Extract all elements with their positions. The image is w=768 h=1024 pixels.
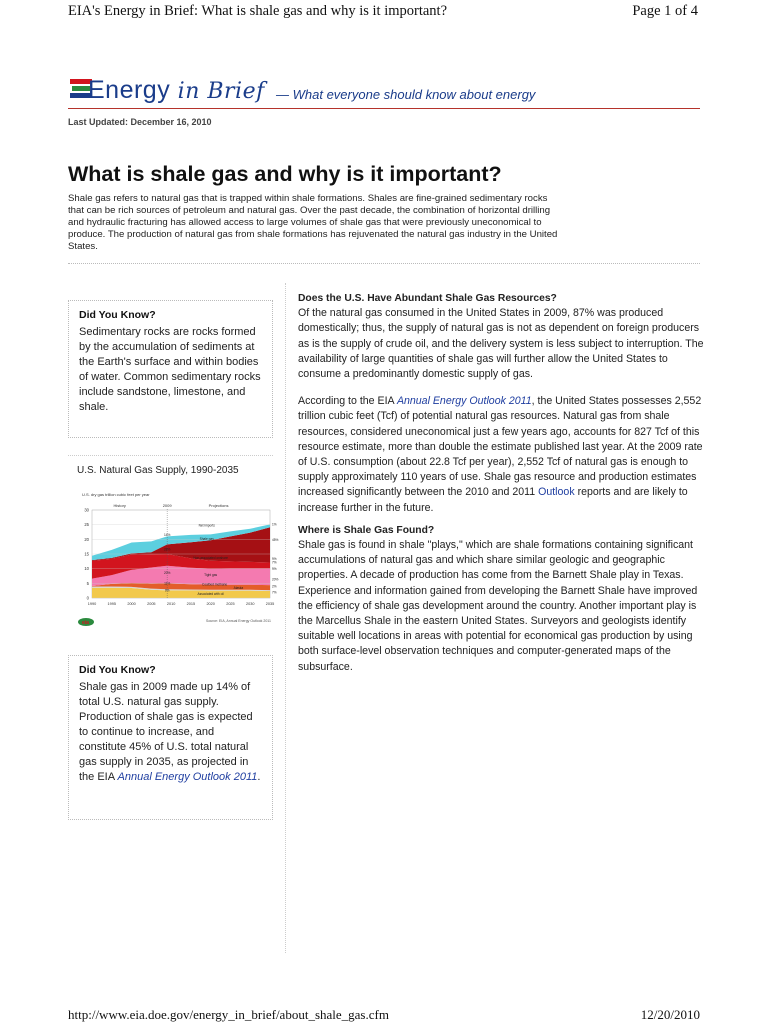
intro-paragraph: Shale gas refers to natural gas that is trapped within shale formations. Shales are fine-grained sedimentary rocks that can be rich sources of petroleum and natural gas. Over the past decade, the combination of horizontal drilling and hydraulic fracturing has allowed access to large volumes of shale gas that were previously uneconomical to produce. The production of natural gas from shale formations has rejuvenated the natural gas industry in the United States. [68, 193, 558, 252]
y-tick-label-5: 25 [84, 522, 89, 528]
y-tick-label-4: 20 [84, 536, 89, 542]
chart-annotation-12: Tight gas [204, 573, 218, 577]
chart-annotation-14: Associated with oil [197, 591, 224, 596]
section2-heading: Where is Shale Gas Found? [298, 524, 435, 536]
page-title: What is shale gas and why is it important? [68, 162, 502, 186]
section1-p2-mid: , the United States possesses 2,552 trillion cubic feet (Tcf) of potential natural gas resources. Natural gas from shale resources, considered uneconomical just a few years ago, accounts for 827 Tcf of this resource estimate, more than double the estimate published last year. At the 2009 rate of U.S. consumption (about 22.8 Tcf per year), 2,552 Tcf of natural gas is enough to supply approximately 110 years of use. Shale gas resource and production estimates increased significantly between the 2010 and 2011 [298, 395, 703, 499]
x-tick-label-5: 2015 [186, 602, 196, 606]
chart-annotation-3: 7% [272, 560, 277, 565]
chart-annotation-9: Net imports [198, 523, 215, 528]
box2-text-before: Shale gas in 2009 made up 14% of total U.S. natural gas supply. Production of shale gas is expected to continue to increase, and constitute 45% of U.S. total natural gas supply in 2035, as projected in the EIA [79, 681, 253, 783]
svg-text:eia: eia [82, 620, 89, 626]
chart-annotation-13: Coalbed methane [202, 582, 228, 587]
chart-divider [68, 455, 273, 456]
x-tick-label-6: 2020 [206, 602, 215, 606]
did-you-know-box-1 [68, 300, 273, 438]
box2-text-after: . [257, 771, 261, 783]
main-column [298, 291, 708, 675]
chart-annotation-4: 9% [272, 567, 277, 572]
page-indicator: Page 1 of 4 [632, 3, 698, 19]
x-tick-label-0: 1990 [87, 602, 97, 606]
chart-annotation-18: 11% [164, 581, 171, 586]
region-label-1: 2009 [162, 503, 172, 508]
section2-paragraph1: Shale gas is found in shale "plays," which are shale formations containing significant accumulations of natural gas and which share similar geologic and geographic properties. A decade of production has come from the Barnett Shale play in Texas. Experience and information gained from developing the Barnett Shale have improved the efficiency of shale gas development around the country. Another important play is the Marcellus Shale in the eastern United States. Surveyors and geologists identify suitable well locations in areas with potential for economical gas production by using both surface-level observation techniques and computer-generated maps of the subsurface. [298, 539, 698, 673]
chart-source: Source: EIA, Annual Energy Outlook 2011 [206, 619, 271, 623]
chart-annotation-8: Alaska [233, 586, 244, 591]
column-divider [285, 283, 286, 953]
eia-chart-logo-icon [78, 618, 94, 626]
box2-heading: Did You Know? [79, 664, 156, 676]
chart-annotation-19: 9% [164, 588, 170, 593]
footer-date: 12/20/2010 [640, 1007, 700, 1022]
box1-text: Sedimentary rocks are rocks formed by the accumulation of sediments at the Earth's surface and within bodies of water. Common sedimentary rocks include sandstone, limestone, and shale. [79, 326, 261, 413]
document-title: EIA's Energy in Brief: What is shale gas and why is it important? [68, 3, 448, 19]
natural-gas-supply-chart [74, 488, 284, 630]
chart-annotation-0: 1% [272, 522, 277, 527]
y-tick-label-0: 0 [86, 595, 89, 601]
region-label-2: Projections [208, 503, 229, 508]
y-tick-label-6: 30 [84, 507, 89, 513]
chart-annotation-5: 20% [272, 577, 279, 582]
chart-annotation-2: 9% [272, 556, 277, 561]
logo-energy: Energy [88, 76, 171, 104]
logo-tagline: — What everyone should know about energy [276, 87, 536, 102]
chart-annotation-7: 7% [272, 590, 277, 595]
chart-annotation-10: Shale gas [199, 536, 214, 541]
last-updated: Last Updated: December 16, 2010 [68, 117, 212, 127]
x-tick-label-2: 2000 [127, 602, 136, 606]
chart-annotation-1: 45% [272, 537, 279, 542]
chart-annotation-16: 28% [163, 547, 171, 552]
y-tick-label-3: 15 [84, 551, 89, 557]
section1-heading: Does the U.S. Have Abundant Shale Gas Resources? [298, 293, 557, 304]
x-tick-label-9: 2035 [265, 602, 275, 606]
box2-text [79, 680, 262, 785]
chart-annotation-17: 20% [163, 571, 171, 576]
section1-paragraph1: Of the natural gas consumed in the United States in 2009, 87% was produced domestically; thus, the supply of natural gas is not as dependent on foreign producers as is the supply of crude oil, and the delivery system is less subject to interruption. The availability of large quantities of shale gas will further allow the United States to consume a predominantly domestic supply of gas. [298, 307, 704, 381]
footer-url[interactable]: http://www.eia.doe.gov/energy_in_brief/about_shale_gas.cfm [68, 1007, 389, 1022]
x-tick-label-7: 2025 [226, 602, 235, 606]
did-you-know-box-2 [68, 655, 273, 820]
section-divider [68, 263, 700, 264]
x-tick-label-8: 2030 [245, 602, 255, 606]
chart-annotation-15: 14% [163, 532, 171, 537]
y-tick-label-2: 10 [84, 566, 89, 572]
chart-annotation-11: Non-associated onshore [193, 555, 228, 560]
x-tick-label-4: 2010 [166, 602, 176, 606]
y-tick-label-1: 5 [86, 580, 89, 586]
chart-ylabel: U.S. dry gas trillion cubic feet per year [82, 492, 150, 497]
header-rule [68, 108, 700, 109]
section1-paragraph2 [298, 394, 708, 516]
annual-energy-outlook-link[interactable]: Annual Energy Outlook 2011 [117, 771, 258, 783]
region-label-0: History [113, 503, 126, 508]
logo-wordmark[interactable] [88, 76, 265, 105]
chart-annotation-6: 2% [272, 584, 277, 589]
x-tick-label-1: 1995 [107, 602, 117, 606]
outlook-link[interactable]: Outlook [538, 486, 575, 499]
box1-heading: Did You Know? [79, 309, 156, 321]
annual-energy-outlook-2011-link[interactable]: Annual Energy Outlook 2011 [396, 395, 532, 408]
logo-in-brief: in Brief [177, 79, 265, 104]
section1-p2-after: reports and are likely to increase further in the future. [298, 486, 688, 514]
chart-caption: U.S. Natural Gas Supply, 1990-2035 [77, 465, 239, 476]
x-tick-label-3: 2005 [147, 602, 156, 606]
section1-p2-before: According to the EIA [298, 395, 397, 408]
